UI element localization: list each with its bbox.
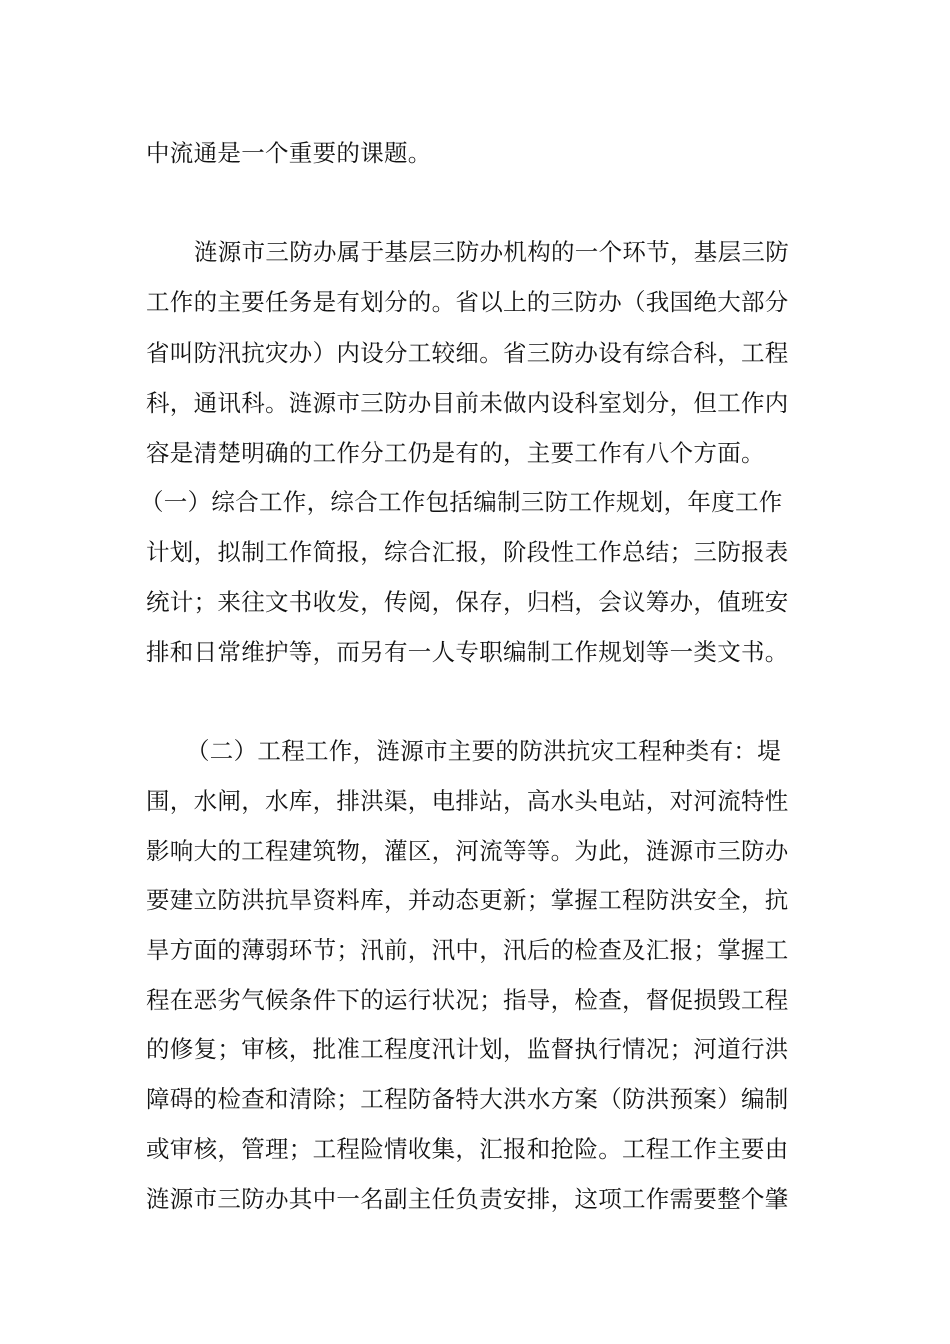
- paragraph-3-line-10: 涟源市三防办其中一名副主任负责安排，这项工作需要整个肇: [146, 1185, 789, 1213]
- paragraph-2-line-6: （一）综合工作，综合工作包括编制三防工作规划，年度工作: [140, 488, 783, 516]
- paragraph-3-line-2: 围，水闸，水库，排洪渠，电排站，高水头电站，对河流特性: [146, 787, 789, 815]
- paragraph-3-line-8: 障碍的检查和清除；工程防备特大洪水方案（防洪预案）编制: [146, 1085, 789, 1113]
- paragraph-1-line-1: 中流通是一个重要的课题。: [146, 139, 432, 167]
- paragraph-2-line-1: 涟源市三防办属于基层三防办机构的一个环节，基层三防: [194, 238, 789, 266]
- paragraph-2-line-5: 容是清楚明确的工作分工仍是有的，主要工作有八个方面。: [146, 439, 765, 467]
- paragraph-3-line-7: 的修复；审核，批准工程度汛计划，监督执行情况；河道行洪: [146, 1035, 789, 1063]
- paragraph-3-line-6: 程在恶劣气候条件下的运行状况；指导，检查，督促损毁工程: [146, 986, 789, 1014]
- paragraph-2-line-8: 统计；来往文书收发，传阅，保存，归档，会议筹办，值班安: [146, 588, 789, 616]
- paragraph-3-line-1: （二）工程工作，涟源市主要的防洪抗灾工程种类有：堤: [186, 737, 781, 765]
- paragraph-3-line-3: 影响大的工程建筑物，灌区，河流等等。为此，涟源市三防办: [146, 837, 789, 865]
- paragraph-3-line-4: 要建立防洪抗旱资料库，并动态更新；掌握工程防洪安全，抗: [146, 886, 789, 914]
- paragraph-2-line-2: 工作的主要任务是有划分的。省以上的三防办（我国绝大部分: [146, 288, 789, 316]
- paragraph-2-line-4: 科，通讯科。涟源市三防办目前未做内设科室划分，但工作内: [146, 389, 789, 417]
- paragraph-2-line-3: 省叫防汛抗灾办）内设分工较细。省三防办设有综合科，工程: [146, 339, 789, 367]
- paragraph-2-line-9: 排和日常维护等，而另有一人专职编制工作规划等一类文书。: [146, 638, 789, 666]
- paragraph-3-line-5: 旱方面的薄弱环节；汛前，汛中，汛后的检查及汇报；掌握工: [146, 936, 789, 964]
- paragraph-2-line-7: 计划，拟制工作简报，综合汇报，阶段性工作总结；三防报表: [146, 538, 789, 566]
- paragraph-3-line-9: 或审核，管理；工程险情收集，汇报和抢险。工程工作主要由: [146, 1135, 789, 1163]
